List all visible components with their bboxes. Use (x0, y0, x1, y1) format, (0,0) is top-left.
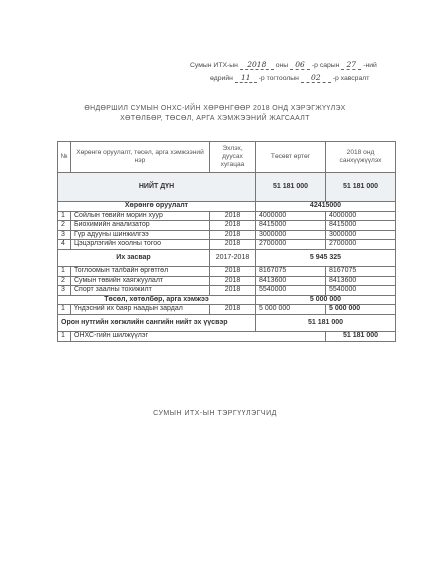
row-approved: 8413600 (326, 276, 396, 286)
session-field: 11 (235, 73, 257, 83)
table-header-row (58, 142, 396, 173)
row-name: Сойлын төвийн морин хуур (71, 211, 210, 221)
row-name: Биохимийн анализатор (71, 221, 210, 231)
row-num: 4 (58, 240, 71, 250)
section-title: Төсөл, хөтөлбөр, арга хэмжээ (58, 295, 256, 305)
row-num: 3 (58, 286, 71, 296)
col-header-name: Хөрөнгө оруулалт, төсөл, арга хэмжээний нэр (71, 142, 210, 173)
resolution-line-2 (210, 73, 369, 83)
row-num: 1 (58, 211, 71, 221)
section-row-repair (58, 249, 396, 266)
row-name: ОНХС-гийн шилжүүлэг (71, 331, 326, 341)
section-sum: 5 945 325 (256, 249, 396, 266)
col-header-approved: 2018 онд санхүүжүүлэх (326, 142, 396, 173)
row-year: 2018 (210, 266, 256, 276)
row-num: 1 (58, 266, 71, 276)
title-line-2: ХӨТӨЛБӨР, ТӨСӨЛ, АРГА ХЭМЖЭЭНИЙ ЖАГСААЛТ (120, 115, 310, 122)
row-approved: 4000000 (326, 211, 396, 221)
row-budget: 4000000 (256, 211, 326, 221)
section-title: Орон нутгийн хөгжлийн сангийн нийт эх үүсвэр (58, 314, 256, 331)
row-budget: 8167075 (256, 266, 326, 276)
row-approved: 8167075 (326, 266, 396, 276)
row-budget: 5540000 (256, 286, 326, 296)
line2-suffix: -р хавсралт (332, 75, 370, 82)
row-approved: 5 000 000 (326, 305, 396, 315)
grand-total-approved: 51 181 000 (326, 173, 396, 202)
row-name: Цэцэрлэгийн хоолны тогоо (71, 240, 210, 250)
grand-total-row (58, 173, 396, 202)
row-year: 2018 (210, 276, 256, 286)
grand-total-budget: 51 181 000 (256, 173, 326, 202)
row-name: Сумын төвийн хаягжуулалт (71, 276, 210, 286)
row-year: 2018 (210, 221, 256, 231)
grand-total-label: НИЙТ ДҮН (58, 173, 256, 202)
row-name: Спорт заалны тохижилт (71, 286, 210, 296)
table-row (58, 240, 396, 250)
resolution-line-1 (190, 60, 377, 70)
line2-mid: -р тогтоолын (258, 75, 299, 82)
table-row (58, 305, 396, 315)
year-field: 2018 (240, 60, 274, 70)
section-sum: 42415000 (256, 202, 396, 212)
table-row (58, 230, 396, 240)
section-row-projects (58, 295, 396, 305)
row-year: 2018 (210, 240, 256, 250)
signature-footer: СУМЫН ИТХ-ЫН ТЭРГҮҮЛЭГЧИД (153, 410, 277, 417)
line2-prefix: өдрийн (210, 75, 233, 82)
row-approved: 3000000 (326, 230, 396, 240)
row-approved: 5540000 (326, 286, 396, 296)
row-num: 3 (58, 230, 71, 240)
line1-prefix: Сумын ИТХ-ын (190, 62, 238, 69)
table-row (58, 286, 396, 296)
row-approved: 51 181 000 (326, 331, 396, 341)
row-num: 2 (58, 276, 71, 286)
table-row (58, 211, 396, 221)
row-num: 2 (58, 221, 71, 231)
row-approved: 8415000 (326, 221, 396, 231)
row-num: 1 (58, 331, 71, 341)
section-period: 2017-2018 (210, 249, 256, 266)
table-row (58, 266, 396, 276)
row-year: 2018 (210, 230, 256, 240)
table-row (58, 331, 396, 341)
section-title: Хөрөнгө оруулалт (58, 202, 256, 212)
row-budget: 2700000 (256, 240, 326, 250)
col-header-deadline: Эхлэх, дуусах хугацаа (210, 142, 256, 173)
document-title (0, 104, 430, 124)
row-budget: 5 000 000 (256, 305, 326, 315)
col-header-num: № (58, 142, 71, 173)
section-row-investment (58, 202, 396, 212)
line1-suffix: -ний (363, 62, 377, 69)
row-year: 2018 (210, 305, 256, 315)
title-line-1: ӨНДӨРШИЛ СУМЫН ОНХС-ИЙН ХӨРӨНГӨӨР 2018 ОНД ХЭРЭГЖҮҮЛЭХ (84, 105, 346, 112)
row-num: 1 (58, 305, 71, 315)
row-budget: 8413600 (256, 276, 326, 286)
col-header-budget: Төсөвт өртөг (256, 142, 326, 173)
month-field: 06 (290, 60, 310, 70)
row-name: Үндэсний их баяр наадын зардал (71, 305, 210, 315)
table-row (58, 221, 396, 231)
section-title: Их засвар (58, 249, 210, 266)
row-year: 2018 (210, 286, 256, 296)
line1-mid2: -р сарын (311, 62, 340, 69)
table-row (58, 276, 396, 286)
day-field: 27 (341, 60, 361, 70)
section-row-fund-source (58, 314, 396, 331)
row-name: Гүр адууны шинжилгээ (71, 230, 210, 240)
program-list-table (57, 141, 396, 342)
annex-field: 02 (301, 73, 331, 83)
line1-mid1: оны (275, 62, 289, 69)
section-sum: 5 000 000 (256, 295, 396, 305)
row-name: Тоглоомын талбайн өргөтгөл (71, 266, 210, 276)
row-budget: 3000000 (256, 230, 326, 240)
row-budget: 8415000 (256, 221, 326, 231)
row-year: 2018 (210, 211, 256, 221)
section-sum: 51 181 000 (256, 314, 396, 331)
row-approved: 2700000 (326, 240, 396, 250)
